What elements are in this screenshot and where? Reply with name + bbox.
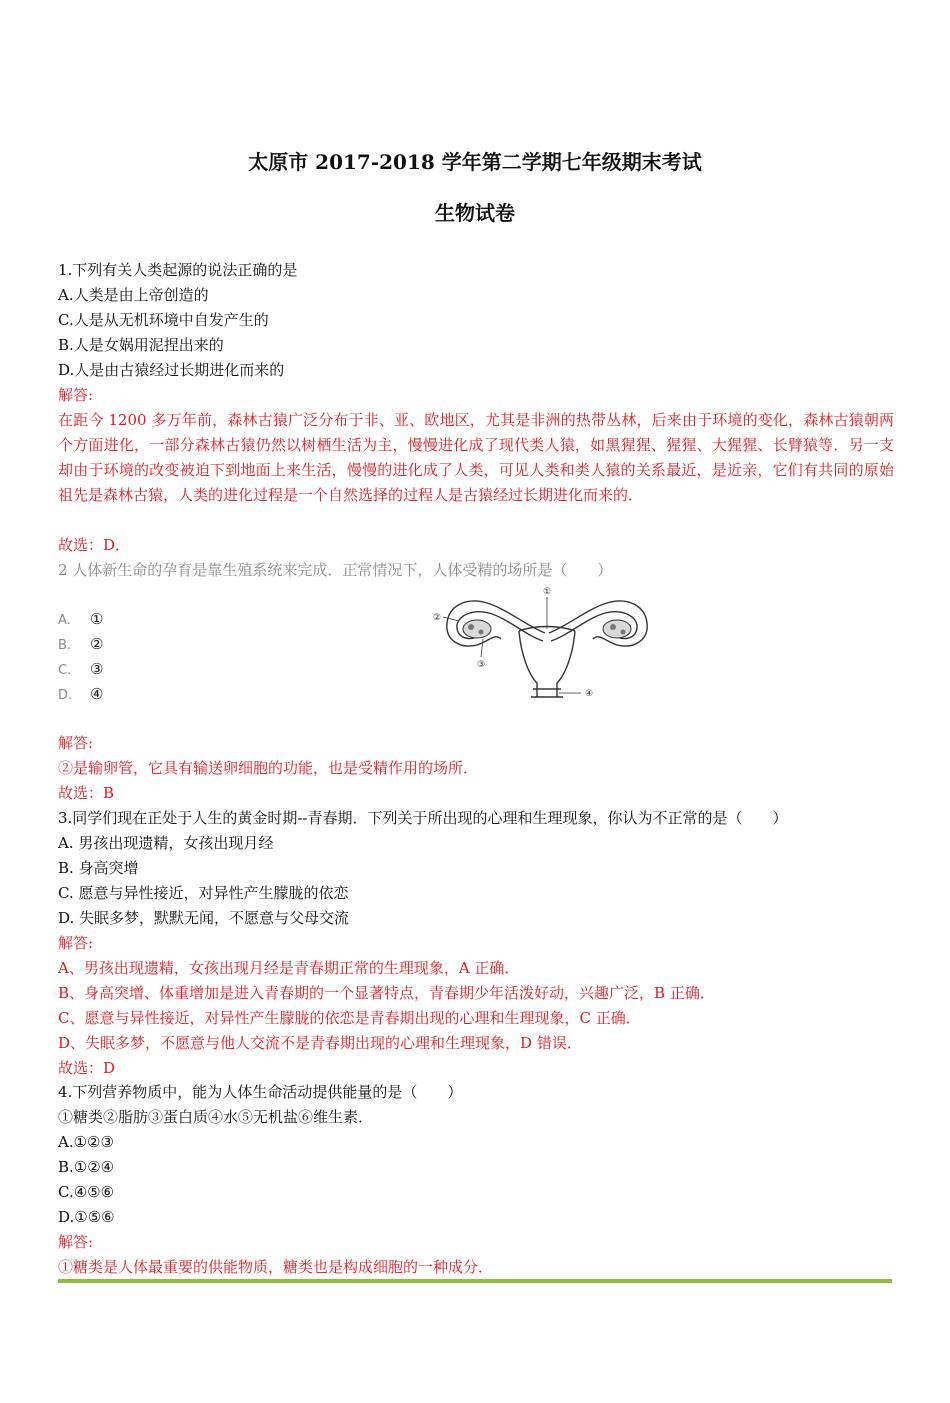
q2-option-c: [58, 657, 103, 683]
q3-explanation: D、失眠多梦，不愿意与他人交流不是青春期出现的心理和生理现象，D 错误．: [58, 1034, 582, 1052]
q1-stem: 1.下列有关人类起源的说法正确的是: [58, 261, 298, 279]
q4-option: B.①②④: [58, 1158, 115, 1176]
q4-explanation: ①糖类是人体最重要的供能物质，糖类也是构成细胞的一种成分．: [58, 1258, 494, 1276]
q4-answer-label: 解答:: [58, 1233, 94, 1251]
option-letter: D.: [58, 688, 73, 703]
option-letter: C.: [58, 663, 72, 678]
option-value: ④: [90, 685, 104, 703]
q2-explanation: ②是输卵管，它具有输送卵细胞的功能，也是受精作用的场所．: [58, 759, 479, 777]
footer-divider: [58, 1279, 892, 1283]
option-value: ①: [90, 610, 104, 628]
page-title: 太原市 2017-2018 学年第二学期七年级期末考试: [248, 150, 702, 174]
q3-option: C. 愿意与异性接近，对异性产生朦胧的依恋: [58, 884, 349, 902]
q4-option: C.④⑤⑥: [58, 1183, 115, 1201]
q4-option: D.①⑤⑥: [58, 1208, 115, 1226]
q1-option: A.人类是由上帝创造的: [58, 286, 209, 304]
q3-explanation: A、男孩出现遗精，女孩出现月经是青春期正常的生理现象，A 正确．: [58, 959, 520, 977]
diagram-label-2: ②: [432, 613, 442, 623]
q1-option: D.人是由古猿经过长期进化而来的: [58, 361, 285, 379]
q2-option-b: [58, 632, 103, 658]
q4-items: ①糖类②脂肪③蛋白质④水⑤无机盐⑥维生素．: [58, 1108, 374, 1126]
q2-stem: 2 人体新生命的孕育是靠生殖系统来完成．正常情况下，人体受精的场所是（ ）: [58, 561, 613, 579]
option-letter: B.: [58, 638, 72, 653]
q1-explanation: 在距今 1200 多万年前，森林古猿广泛分布于非、亚、欧地区，尤其是非洲的热带丛林，后来由于环境的变化，森林古猿朝两个方面进化，一部分森林古猿仍然以树栖生活为主，慢慢进化成了现代类人猿，如黑猩猩、猩猩、大猩猩、长臂猿等．另一支却由于环境的改变被迫下到地面上来生活，慢慢的进化成了人类，可见人类和类人猿的关系最近，是近亲，它们有共同的原始祖先是森林古猿，人类的进化过程是一个自然选择的过程人是古猿经过长期进化而来的．: [58, 411, 894, 504]
q4-option: A.①②③: [58, 1133, 114, 1151]
option-letter: A.: [58, 613, 71, 628]
q3-option: D. 失眠多梦，默默无闻，不愿意与父母交流: [58, 909, 350, 927]
q1-option: C.人是从无机环境中自发产生的: [58, 311, 269, 329]
q3-conclusion: 故选：D: [58, 1059, 116, 1077]
diagram-label-1: ①: [542, 587, 552, 597]
q4-stem: 4.下列营养物质中，能为人体生命活动提供能量的是（ ）: [58, 1083, 463, 1101]
diagram-label-4: ④: [584, 689, 594, 699]
page-subtitle: 生物试卷: [435, 201, 515, 225]
reproductive-system-diagram: [425, 585, 657, 705]
q1-conclusion: 故选：D．: [58, 536, 131, 554]
q3-answer-label: 解答:: [58, 934, 94, 952]
option-value: ③: [90, 660, 104, 678]
option-value: ②: [90, 635, 104, 653]
q3-stem: 3.同学们现在正处于人生的黄金时期--青春期．下列关于所出现的心理和生理现象，你认为不正常的是（ ）: [58, 809, 788, 827]
q3-option: B. 身高突增: [58, 859, 139, 877]
diagram-label-3: ③: [476, 660, 486, 670]
q1-option: B.人是女娲用泥捏出来的: [58, 336, 224, 354]
q2-answer-label: 解答:: [58, 734, 94, 752]
q2-option-d: [58, 682, 103, 708]
q3-explanation: B、身高突增、体重增加是进入青春期的一个显著特点，青春期少年活泼好动，兴趣广泛，B 正确．: [58, 984, 715, 1002]
q2-option-a: [58, 607, 103, 633]
q1-answer-label: 解答:: [58, 386, 94, 404]
q3-option: A. 男孩出现遗精，女孩出现月经: [58, 834, 274, 852]
q2-conclusion: 故选：B: [58, 784, 115, 802]
q3-explanation: C、愿意与异性接近，对异性产生朦胧的依恋是青春期出现的心理和生理现象，C 正确．: [58, 1009, 641, 1027]
